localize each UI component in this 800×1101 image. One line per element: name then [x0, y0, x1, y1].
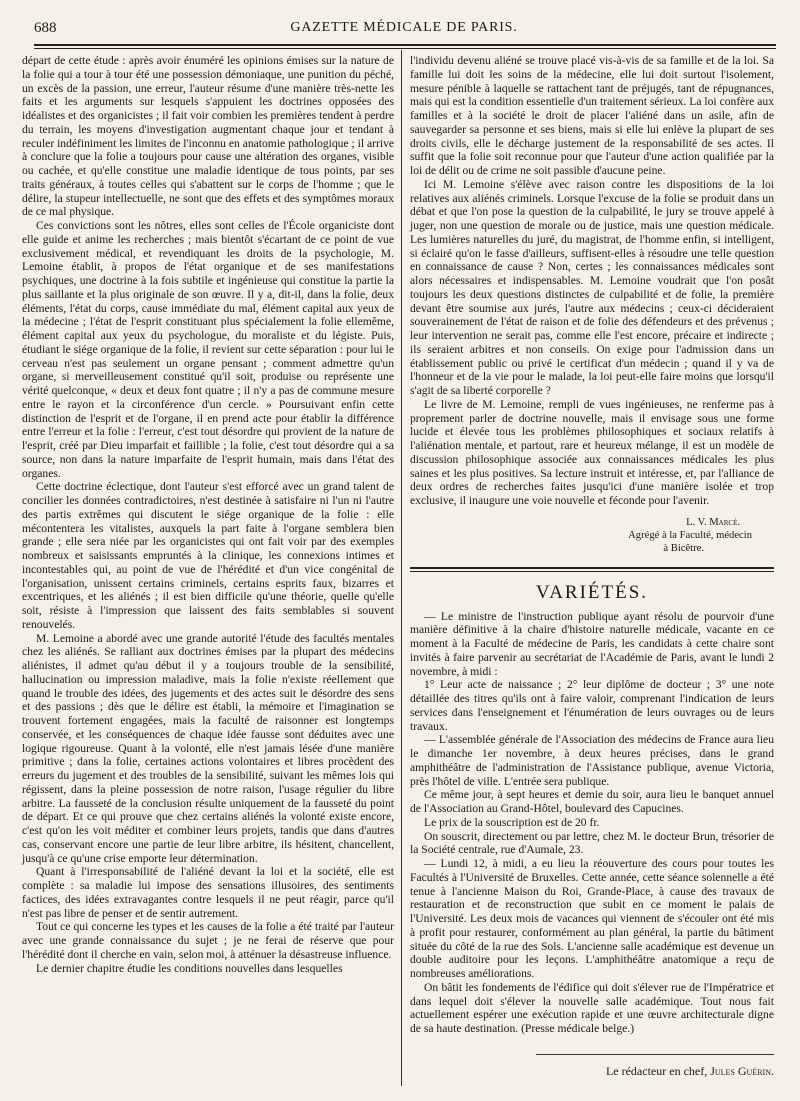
paragraph: M. Lemoine a abordé avec une grande autorité l'étude des facultés mentales chez les aliénés. Se ralliant aux doctrines émises par la plupart des médecins aliénistes, il admet qu'au début il y a toujours trouble de la sensibilité, hallucination ou impression maladive, mais la folie n'existe réellement que quand le trouble des idées, des jugements et des actes suit le désordre des sens et des passions ; dès que le délire est établi, la mémoire et l'imagination se trouvent fortement engagées, mais la faculté de raisonner est longtemps conservée, et les conséquences de chaque idée fausse sont déduites avec une logique rigoureuse. Quant à la volonté, elle n'est jamais lésée d'une manière primitive ; dans la folie, certaines actions volontaires et libres procèdent des erreurs du jugement et des troubles de la sensibilité, suivant les mêmes lois qui régissent, dans la pleine possession de notre raison, l'usage régulier du libre arbitre. La fausseté de la conclusion résulte uniquement de la fausseté du point de départ. Et ce qui prouve que chez certains aliénés la volonté existe encore, c'est qu'on les voit méditer et combiner leurs projets, tandis que dans d'autres cas, conservant encore une partie de leur libre arbitre, ils hésitent, chancellent, jusqu'à ce qu'une crise emporte leur détermination.	[22, 631, 394, 865]
signature-initials: L. V.	[686, 516, 710, 528]
running-title: GAZETTE MÉDICALE DE PARIS.	[290, 20, 518, 35]
section-rule	[410, 567, 774, 572]
article-signature	[410, 516, 774, 555]
news-item: — L'assemblée générale de l'Association des médecins de France aura lieu le dimanche 1er novembre, à deux heures précises, dans le grand amphithéâtre de l'administration de l'Assistance publique, avenue Victoria, près l'hôtel de ville. L'entrée sera publique.	[410, 733, 774, 788]
paragraph: Tout ce qui concerne les types et les causes de la folie a été traité par l'auteur avec une grande connaissance du sujet ; je ne ferai de réserve que pour l'hérédité dont il cherche en vain, selon moi, à atténuer la désastreuse influence.	[22, 920, 394, 961]
paragraph: Quant à l'irresponsabilité de l'aliéné devant la loi et la société, elle est complète : sa maladie lui impose des sensations illusoires, des sentiments factices, des idées extravagantes contre lesquels il ne peut réagir, parce qu'il n'est pas libre de penser et de sentir autrement.	[22, 865, 394, 920]
page-header	[34, 18, 774, 40]
paragraph: Le dernier chapitre étudie les conditions nouvelles dans lesquelles	[36, 961, 343, 975]
news-item: On bâtit les fondements de l'édifice qui doit s'élever rue de l'Impératrice et dans lequel doit s'élever la nouvelle salle académique. Tout nous fait actuellement espérer une exécution rapide et une œuvre architecturale digne de sa haute destination. (Presse médicale belge.)	[410, 980, 774, 1035]
news-item: Le prix de la souscription est de 20 fr.	[424, 815, 600, 829]
paragraph: Cette doctrine éclectique, dont l'auteur s'est efforcé avec un grand talent de concilier les données contradictoires, n'est destinée à satisfaire ni l'un ni l'autre des partis extrêmes qui discutent le siége organique de la folie : elle mécontentera les vitalistes, auxquels la part faite à l'organe semblera bien grande ; elle sera niée par les organicistes qui ont fait voir par des exemples nombreux et saisissants empruntés à la clinique, les connexions intimes et incontestables qui, au point de vue de l'hérédité et d'un vice congénital de l'organisation, unissent certains criminels, certains esprits faux, bizarres et excentriques, et les aliénés ; il est bien difficile qu'une théorie, quelle qu'elle soit, résiste à l'impression que laissent des faits semblables si souvent renouvelés.	[22, 480, 394, 631]
column-divider	[401, 50, 402, 1086]
paragraph: Ici M. Lemoine s'élève avec raison contre les dispositions de la loi relatives aux aliénés criminels. Lorsque l'excuse de la folie se produit dans un débat et que l'on pose la question de la culpabilité, le jury se trouve appelé à juger, non une question de morale ou de justice, mais une question médicale. Les lumières naturelles du juré, du magistrat, de l'homme enfin, si intelligent, si éclairé qu'on le fasse d'ailleurs, suffisent-elles à résoudre une telle question en connaissance de cause ? Non, certes ; les connaissances médicales sont alors nécessaires et indispensables. M. Lemoine voudrait que l'on posât toujours les deux questions distinctes de culpabilité et de folie, la première devant être soumise aux jurés, l'autre aux médecins ; ceux-ci décideraient souverainement de l'état de raison et de folie des défendeurs et des prévenus ; leur intervention ne serait pas, comme elle l'est encore, précaire et indirecte ; ils seraient arbitres et non conseils. On exige pour l'admission dans un établissement public ou privé le certificat d'un médecin ; quand il y va de l'honneur et de la vie pour le malade, la loi peut-elle faire moins que lorsqu'il s'agit de sa liberté corporelle ?	[410, 177, 774, 397]
header-rule	[34, 44, 776, 49]
news-item: — Lundi 12, à midi, a eu lieu la réouverture des cours pour toutes les Facultés à l'Université de Bruxelles. Cette année, cette séance solennelle a été tenue à l'ancienne Maison du Roi, Grande-Place, à cause des travaux de restauration et de reconstruction que subit en ce moment le palais de l'Université. Les deux mois de vacances qui viennent de s'écouler ont été mis à profit pour restaurer, conformément au plan général, la partie du bâtiment située du côté de la rue des Sols. L'ancienne salle académique est devenue un double auditoire pour les leçons. L'amphithéâtre anatomique a reçu de nombreuses améliorations.	[410, 857, 774, 980]
paragraph: Le livre de M. Lemoine, rempli de vues ingénieuses, ne renferme pas à proprement parler de doctrine nouvelle, mais il envisage sous une forme lucide et élevée tous les problèmes philosophiques et sociaux relatifs à l'aliénation mentale, et partout, rare et heureux mélange, il est un modèle de discussion philosophique associée aux connaissances médicales les plus saines et les plus positives. Sa lecture instruit et intéresse, et, par l'alliance de deux ordres de recherches faites jusqu'ici d'une manière isolée et trop exclusive, il inaugure une voie nouvelle et féconde pour l'avenir.	[410, 397, 774, 507]
signature-title: Agrégé à la Faculté, médecin	[628, 529, 752, 541]
signature-surname: Marcé.	[709, 516, 740, 528]
paragraph: Ces convictions sont les nôtres, elles sont celles de l'École organiciste dont elle guide et anime les recherches ; mais bientôt s'écartant de ce point de vue exclusivement médical, et revendiquant les droits de la psychologie, M. Lemoine établit, à propos de l'état organique et de ses manifestations psychiques, une doctrine à la fois subtile et ingénieuse qui constitue la partie la plus saillante et la plus originale de son œuvre. Il y a, dit-il, dans la folie, deux éléments, l'état du corps, cause immédiate du mal, élément capital aux yeux de la médecine ; l'état de l'esprit constituant plus spécialement la folie ellemême, élément capital aux yeux du psychologue, du moraliste et du légiste. Puis, étudiant le siége organique de la folie, il revient sur cette séparation : pour lui le cerveau n'est pas seulement un organe pensant ; comment admettre qu'un organe, si merveilleusement constitué qu'il soit, produise ou représente une vérité quelconque, « deux et deux font quatre ; il n'y a pas de commune mesure entre le rayon et la circonférence d'un cercle. » Poursuivant enfin cette distinction de l'esprit et de l'organe, il en prend acte pour établir la différence entre l'erreur et la folie : l'erreur, c'est tout désordre qui provient de la nature de l'esprit, créé par Dieu imparfait et faillible ; la folie, c'est tout désordre qui a sa source, non dans la nature imparfaite de l'esprit humain, mais dans l'état des organes.	[22, 219, 394, 480]
left-column	[22, 54, 394, 975]
news-item: Ce même jour, à sept heures et demie du soir, aura lieu le banquet annuel de l'Association au Grand-Hôtel, boulevard des Capucines.	[410, 788, 774, 815]
right-column	[410, 54, 774, 1036]
signature-place: à Bicêtre.	[663, 542, 704, 554]
paragraph: départ de cette étude : après avoir énuméré les opinions émises sur la nature de la folie qui a tour à tour été une possession démoniaque, une punition du péché, un excès de la passion, une erreur, l'auteur résume d'une manière très-nette les faits et les arguments sur lesquels s'appuient les doctrines opposées des idéalistes et des organicistes ; il fait voir combien les premières tendent à perdre du terrain, les moyens d'investigation augmentant chaque jour et tendant à reculer indéfiniment les limites de l'inconnu en anatomie pathologique ; il arrive à conclure que la folie a toujours pour cause une altération des organes, visible ou cachée, et qu'elle constitue une maladie identique de tous points, par ses traits généraux, à toutes celles qui s'abattent sur le corps de l'homme ; que le délire, la stupeur intellectuelle, ne sont que des effets et des symptômes moraux de ce mal physique.	[22, 54, 395, 219]
editor-prefix: Le rédacteur en chef,	[605, 1064, 711, 1078]
news-item: 1° Leur acte de naissance ; 2° leur diplôme de docteur ; 3° une note détaillée des titres qu'ils ont à faire valoir, comprenant l'indication de leurs services dans l'enseignement et l'énumération de leurs ouvrages ou de leurs travaux.	[410, 678, 774, 733]
news-item: On souscrit, directement ou par lettre, chez M. le docteur Brun, trésorier de la Société centrale, rue d'Aumale, 23.	[410, 829, 774, 857]
footer-rule	[536, 1054, 774, 1055]
page-number: 688	[34, 20, 57, 36]
section-heading-varietes: VARIÉTÉS.	[535, 581, 649, 603]
paragraph: l'individu devenu aliéné se trouve placé vis-à-vis de sa famille et de la loi. Sa famille lui doit les soins de la médecine, elle lui doit surtout l'isolement, mesure pénible à laquelle se rattachent tant de préjugés, tant de répugnances, mais qui est la condition essentielle d'un traitement sérieux. La loi confère aux familles et à la société le droit de placer l'aliéné dans un asile, afin de sauvegarder sa personne et ses biens, mais si elle lui enlève la plupart de ses droits civils, elle le décharge justement de la responsabilité de ses actes. Il suffit que la folie soit reconnue pour que l'auteur d'une action qualifiée par la loi de délit ou de crime ne soit passible d'aucune peine.	[410, 54, 774, 177]
signature-name	[410, 516, 774, 529]
news-item: — Le ministre de l'instruction publique ayant résolu de pourvoir d'une manière définitive à la chaire d'histoire naturelle médicale, vacante en ce moment à la Faculté de médecine de Paris, les candidats à cette chaire sont invités à faire parvenir au secrétariat de l'Académie de Paris, avant le lundi 2 novembre, à midi :	[410, 609, 774, 678]
editor-credit	[410, 1064, 774, 1079]
editor-name: Jules Guérin.	[710, 1064, 774, 1078]
